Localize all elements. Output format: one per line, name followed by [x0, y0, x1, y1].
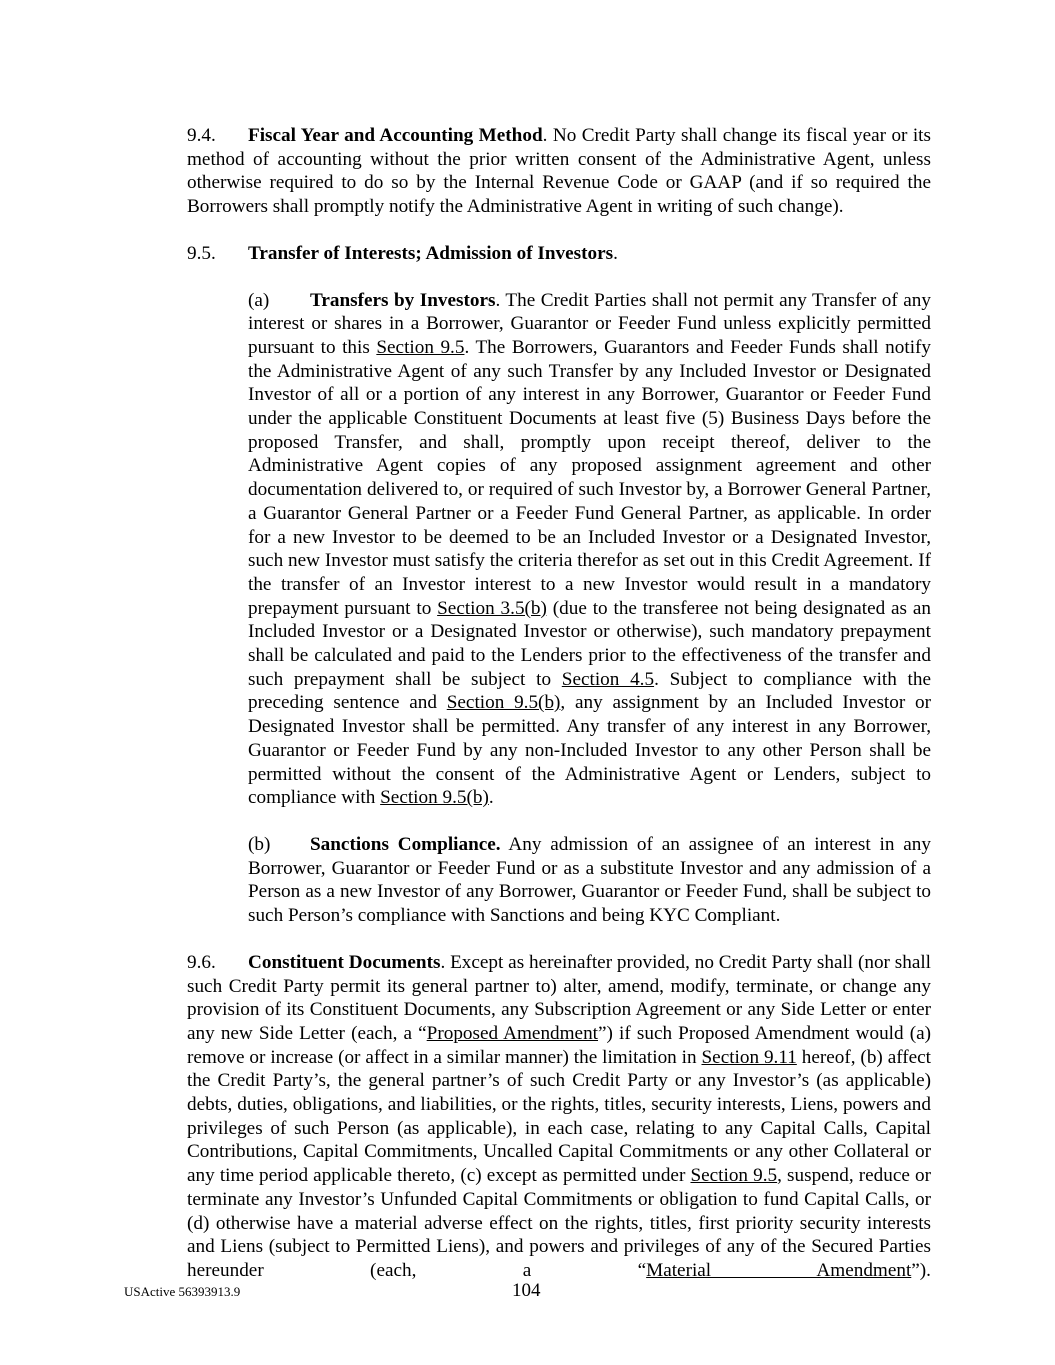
section-number: 9.5.: [187, 242, 216, 264]
section-9-5-a: (a) Transfers by Investors. The Credit Parties shall not permit any Transfer of any interest or shares in a Borrower, Guarantor or Feeder Fund unless explicitly permitted pursuant to this Section 9.5. The Borrowers, Guarantors and Feeder Funds shall notify the Administrative Agent of any such Transfer by any Included Investor or Designated Investor of all or a portion of any interest in any Borrower, Guarantor or Feeder Fund under the applicable Constituent Documents at least five (5) Business Days before the proposed Transfer, and shall, promptly upon receipt thereof, deliver to the Administrative Agent copies of any proposed assignment agreement and other documentation delivered to, or required of such Investor by, a Borrower General Partner, a Guarantor General Partner or a Feeder Fund General Partner, as applicable. In order for a new Investor to be deemed to be an Included Investor or a Designated Investor, such new Investor must satisfy the criteria therefor as set out in this Credit Agreement. If the transfer of an Investor interest to a new Investor would result in a mandatory prepayment pursuant to Section 3.5(b) (due to the transferee not being designated as an Included Investor or a Designated Investor or otherwise), such mandatory prepayment shall be calculated and paid to the Lenders prior to the effectiveness of the transfer and such prepayment shall be subject to Section 4.5. Subject to compliance with the preceding sentence and Section 9.5(b), any assignment by an Included Investor or Designated Investor shall be permitted. Any transfer of any interest in any Borrower, Guarantor or Feeder Fund by any non-Included Investor to any other Person shall be permitted without the consent of the Administrative Agent or Lenders, subject to compliance with Section 9.5(b).: [248, 289, 932, 809]
document-page: [124, 124, 931, 1306]
page-number: 104: [512, 1280, 541, 1301]
subsection-title: Transfers by Investors: [310, 289, 496, 311]
subsection-number: (a): [248, 289, 270, 311]
section-number: 9.6.: [187, 951, 216, 973]
section-title: Fiscal Year and Accounting Method: [248, 125, 543, 146]
section-number: 9.4.: [187, 125, 216, 146]
section-reference: Section 3.5(b): [437, 597, 547, 619]
section-9-5: 9.5. Transfer of Interests; Admission of Investors.: [187, 242, 618, 264]
section-reference: Section 9.5: [376, 336, 465, 358]
section-reference: Section 9.11: [701, 1046, 797, 1068]
defined-term: Proposed Amendment: [426, 1022, 599, 1044]
defined-term: Material Amendment: [646, 1259, 912, 1281]
subsection-number: (b): [248, 833, 271, 855]
subsection-title: Sanctions Compliance.: [310, 833, 501, 855]
section-reference: Section 4.5: [561, 668, 655, 690]
section-9-4: 9.4. Fiscal Year and Accounting Method. No Credit Party shall change its fiscal year or its method of accounting without the prior written consent of the Administrative Agent, unless otherwise required to do so by the Internal Revenue Code or GAAP (and if so required the Borrowers shall promptly notify the Administrative Agent in writing of such change).: [187, 125, 931, 218]
section-title: Transfer of Interests; Admission of Investors: [248, 242, 614, 264]
section-reference: Section 9.5: [690, 1165, 778, 1187]
section-reference: Section 9.5(b): [380, 787, 489, 809]
section-9-5-b: (b) Sanctions Compliance. Any admission of an assignee of an interest in any Borrower, Guarantor or Feeder Fund or as a substitute Investor and any admission of a Person as a new Investor of any Borrower, Guarantor or Feeder Fund, shall be subject to such Person’s compliance with Sanctions and being KYC Compliant.: [248, 833, 931, 927]
section-title: Constituent Documents: [248, 951, 441, 973]
section-reference: Section 9.5(b): [446, 692, 561, 714]
footer-document-id: USActive 56393913.9: [124, 1284, 241, 1299]
section-9-6: 9.6. Constituent Documents. Except as hereinafter provided, no Credit Party shall (nor shall such Credit Party permit its general partner to) alter, amend, modify, terminate, or change any provision of its Constituent Documents, any Subscription Agreement or any Side Letter or enter any new Side Letter (each, a “Proposed Amendment”) if such Proposed Amendment would (a) remove or increase (or affect in a similar manner) the limitation in Section 9.11 hereof, (b) affect the Credit Party’s, the general partner’s of such Credit Party or any Investor’s (as applicable) debts, duties, obligations, and liabilities, or the rights, titles, security interests, Liens, powers and privileges of such Person (as applicable), in each case, relating to any Capital Calls, Capital Contributions, Capital Commitments, Uncalled Capital Commitments or any other Collateral or any time period applicable thereto, (c) except as permitted under Section 9.5, suspend, reduce or terminate any Investor’s Unfunded Capital Commitments or obligation to fund Capital Calls, or (d) otherwise have a material adverse effect on the rights, titles, first priority security interests and Liens (subject to Permitted Liens), and powers and privileges of any of the Secured Parties hereunder (each, a “Material Amendment”).: [187, 951, 932, 1281]
